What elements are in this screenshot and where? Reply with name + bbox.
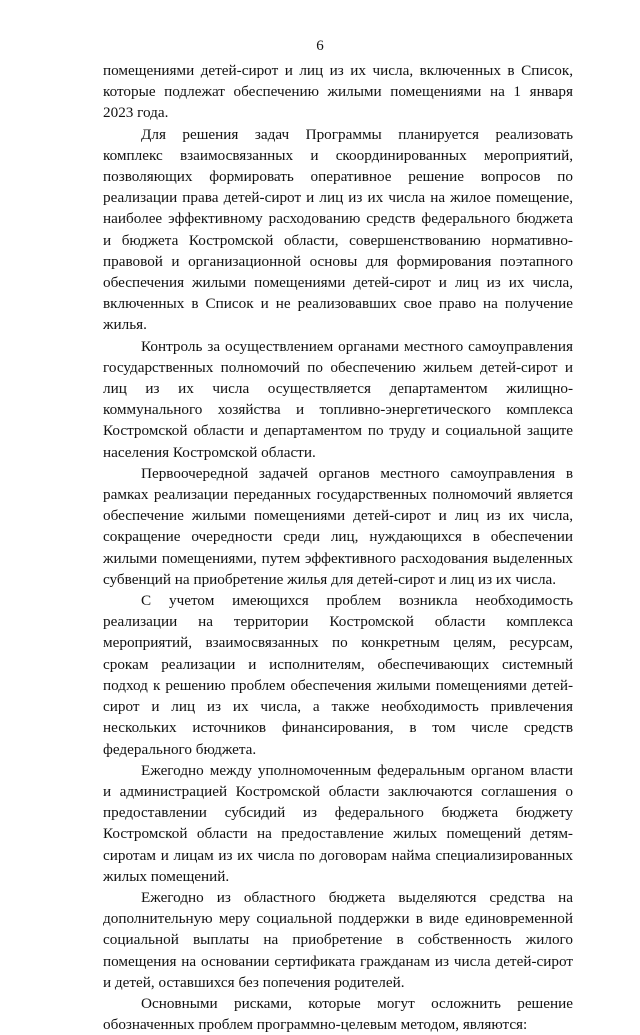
page-number: 6 — [316, 38, 324, 54]
paragraph-continuation: помещениями детей-сирот и лиц из их числа, включенных в Список, которые подлежат обеспечению жилыми помещениями на 1 января 2023 года. — [103, 62, 573, 122]
paragraph-program-tasks: Для решения задач Программы планируется реализовать комплекс взаимосвязанных и скоординированных мероприятий, позволяющих формировать оперативное решение вопросов по реализации права детей-сирот и лиц из их числа на жилое помещение, наиболее эффективному расходованию средств федерального бюджета и бюджета Костромской области, совершенствованию нормативно-правовой и организационной основы для формирования поэтапного обеспечения жилыми помещениями детей-сирот и лиц из их числа, включенных в Список и не реализовавших свое право на получение жилья. — [103, 125, 573, 334]
paragraph-control: Контроль за осуществлением органами местного самоуправления государственных полномочий по обеспечению жильем детей-сирот и лиц из их числа осуществляется департаментом жилищно-коммунального хозяйства и топливно-энергетического комплекса Костромской области и департаментом по труду и социальной защите населения Костромской области. — [103, 337, 573, 461]
paragraph-subsidy-agreements: Ежегодно между уполномоченным федеральным органом власти и администрацией Костромской области заключаются соглашения о предоставлении субсидий из федерального бюджета бюджету Костромской области на предоставление жилых помещений детям-сиротам и лицам из их числа по договорам найма специализированных жилых помещений. — [103, 761, 573, 885]
document-body — [103, 60, 573, 1035]
paragraph-priority-task: Первоочередной задачей органов местного самоуправления в рамках реализации переданных государственных полномочий является обеспечение жилыми помещениями детей-сирот и лиц из их числа, сокращение очередности среди лиц, нуждающихся в обеспечении жилыми помещениями, путем эффективного расходования выделенных субвенций на приобретение жилья для детей-сирот и лиц из их числа. — [103, 464, 573, 588]
paragraph-risks: Основными рисками, которые могут осложнить решение обозначенных проблем программно-целевым методом, являются: — [103, 994, 573, 1034]
paragraph-regional-budget: Ежегодно из областного бюджета выделяются средства на дополнительную меру социальной поддержки в виде единовременной социальной выплаты на приобретение в собственность жилого помещения на основании сертификата гражданам из числа детей-сирот и детей, оставшихся без попечения родителей. — [103, 888, 573, 991]
paragraph-necessity: С учетом имеющихся проблем возникла необходимость реализации на территории Костромской области комплекса мероприятий, взаимосвязанных по конкретным целям, ресурсам, срокам реализации и исполнителям, обеспечивающих системный подход к решению проблем обеспечения жилыми помещениями детей-сирот и лиц из их числа, а также необходимость привлечения нескольких источников финансирования, в том числе средств федерального бюджета. — [103, 592, 573, 758]
